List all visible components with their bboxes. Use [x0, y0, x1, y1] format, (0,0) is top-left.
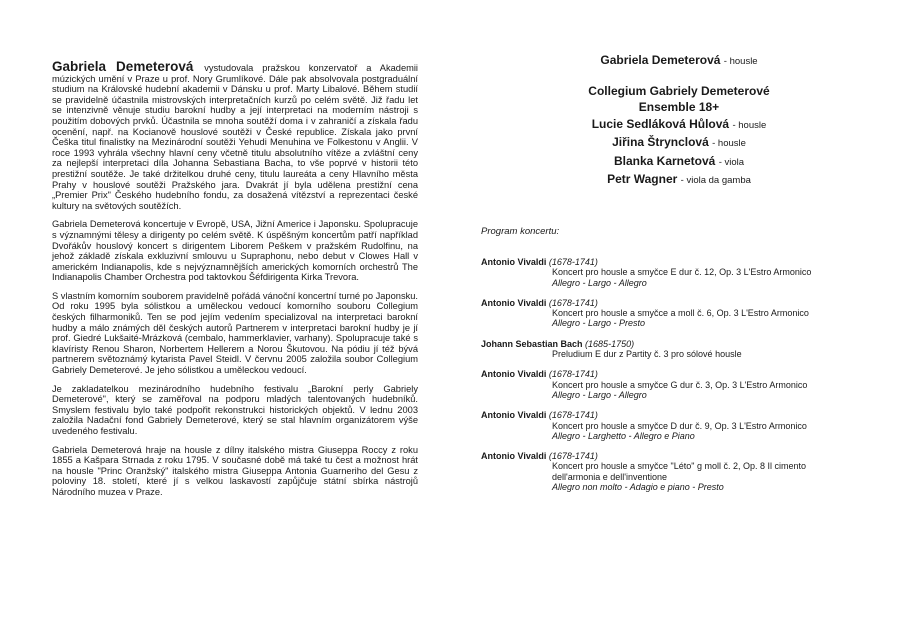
performer-instrument: - housle: [712, 138, 746, 149]
work-title: Koncert pro housle a smyčce D dur č. 9, Op. 3 L'Estro Armonico: [552, 420, 807, 431]
biography-column: [52, 59, 418, 506]
work-title: Koncert pro housle a smyčce "Léto" g moll č. 2, Op. 8 Il cimento: [552, 461, 807, 472]
soloist: [486, 52, 872, 71]
bio-paragraph: S vlastním komorním souborem pravidelně pořádá vánoční koncertní turné po Japonsku. Od roku 1995 byla sólistkou a uměleckou vedoucí komorního souboru Collegium českých filharmoniků. Ten se pod jejím vedením specializoval na interpretaci barokní hudby a málo známých děl českých autorů Partnerem v interpretaci barokní hudby je jí prof. Giedré Lukšaité-Mrázková (cembalo, hammerklavier, varhany). Spolupracuje také s klavíristy Renou Sharon, Norbertem Hellerem a Norou Škutovou. Na pódiu jí též bývá partnerem světoznámý kytarista Pavel Steidl. V červnu 2005 založila soubor Collegium Gabriely Demeterové. Je jeho sólistkou a uměleckou vedoucí.: [52, 290, 418, 376]
work-tempo: Allegro - Larghetto - Allegro e Piano: [552, 430, 695, 441]
program-heading: Program koncertu:: [481, 226, 560, 237]
ensemble-subtitle: Ensemble 18+: [638, 100, 720, 114]
program-item: [481, 257, 876, 288]
bio-paragraph: [52, 59, 418, 211]
program-item: [481, 339, 876, 360]
composer: Antonio Vivaldi: [481, 297, 547, 308]
work-tempo: Allegro - Largo - Presto: [552, 318, 646, 329]
performer-name: Gabriela Demeterová: [600, 53, 721, 67]
composer-years: (1678-1741): [548, 369, 598, 380]
work-title: Koncert pro housle a smyčce E dur č. 12, Op. 3 L'Estro Armonico: [552, 267, 812, 278]
performer-instrument: - viola: [718, 156, 745, 168]
composer-years: (1678-1741): [548, 451, 598, 462]
member: [486, 153, 872, 172]
program-list: [481, 257, 876, 502]
work-title: Koncert pro housle a smyčce a moll č. 6, Op. 3 L'Estro Armonico: [552, 308, 809, 319]
performer-instrument: - viola da gamba: [680, 175, 751, 186]
work-tempo: Allegro - Largo - Allegro: [552, 277, 647, 288]
ensemble-name: Collegium Gabriely Demeterové: [588, 83, 770, 98]
performer-instrument: - housle: [723, 56, 758, 67]
work-tempo: Allegro - Largo - Allegro: [552, 389, 647, 400]
composer: Antonio Vivaldi: [481, 369, 547, 380]
composer-years: (1678-1741): [548, 297, 598, 308]
work-tempo: Allegro non molto - Adagio e piano - Presto: [552, 482, 724, 493]
composer: Antonio Vivaldi: [481, 451, 547, 462]
performer-name: Petr Wagner: [607, 172, 678, 186]
performer-name: Blanka Karnetová: [613, 153, 716, 168]
bio-paragraph: Je zakladatelkou mezinárodního hudebního festivalu „Barokní perly Gabriely Demeterové", který se zaměřoval na podporu mladých talentovaných hudebníků. Smyslem festivalu bylo také podpořit rekonstrukci historických objektů. V lednu 2003 založila Nadační fond Gabriely Demeterové, který se stal hlavním organizátorem výše uvedeného festivalu.: [52, 383, 418, 436]
work-title: Koncert pro housle a smyčce G dur č. 3, Op. 3 L'Estro Armonico: [552, 379, 808, 390]
composer: Antonio Vivaldi: [481, 257, 547, 267]
composer: Antonio Vivaldi: [481, 410, 547, 421]
performer-name: Lucie Sedláková Hůlová: [591, 116, 730, 131]
member: [486, 134, 872, 153]
bio-paragraph: Gabriela Demeterová hraje na housle z dílny italského mistra Giuseppa Roccy z roku 1855 a Kašpara Strnada z roku 1795. V současné době má také tu čest a možnost hrát na housle "Princ Oranžský" italského mistra Giuseppa Antonia Guarneriho del Gesu z poloviny 18. století, které jí s velkou laskavostí zapůjčuje státní sbírka nástrojů Národního muzea v Praze.: [52, 444, 418, 497]
performer-name: Jiřina Štrynclová: [612, 135, 709, 149]
composer-years: (1678-1741): [548, 257, 598, 267]
work-title: Preludium E dur z Partity č. 3 pro sólové housle: [552, 349, 742, 360]
composer-years: (1678-1741): [548, 410, 598, 421]
member: [486, 171, 872, 190]
program-item: [481, 369, 876, 400]
bio-paragraph: Gabriela Demeterová koncertuje v Evropě, USA, Jižní Americe i Japonsku. Spolupracuje s významnými tělesy a dirigenty po celém světě. K úspěšným koncertům patří například Dvořákův houslový koncert s dirigentem Liborem Peškem v pražském Rudolfinu, na jehož základě získala exkluzivní smlouvu u Supraphonu, nebo debut v Clowes Hall v americkém Indianapolis, kde s nejvýznamnějších amerických komorních orchestrů The Indianapolis Chamber Orchestra pod taktovkou Šéfdirigenta Kirka Trevora.: [52, 219, 418, 283]
member: [486, 116, 872, 135]
performers-block: [486, 52, 872, 190]
bio-text: vystudovala pražskou konzervatoř a Akademii múzických umění v Praze u prof. Nory Grumlíkové. Dále pak absolvovala postgraduální studium na Královské hudební akademii v Dánsku u prof. Marty Libalové. Během studií se pravidelně účastnila mistrovských interpretačních kurzů po celém světě. Již řadu let se intenzivně věnuje studiu barokní hudby a její interpretaci na moderním nástroji s použitím dobových prvků. Účastnila se mnoha soutěží doma i v zahraničí a získala řadu ocenění, např. na Kocianově houslové soutěži v České republice. Získala jako první Češka titul finalistky na Mezinárodní soutěži Yehudi Menuhina ve Folkestonu v Anglii. V roce 1993 vyhrála všechny hlavní ceny včetně titulu absolutního vítěze a zvláštní ceny za nejlepší interpretaci díla Johanna Sebastiana Bacha, to vše poprvé v historii této prestižní soutěže. Je také držitelkou druhé ceny, titulu laureáta a ceny Hlavního města Prahy v houslové soutěži Pražského jara. Dvakrát jí byla udělena prestižní cena „Premier Prix" Českého hudebního fondu, za dosažená vítězství a reprezentaci české kultury na světových soutěžích.: [52, 63, 418, 211]
program-column: [472, 52, 872, 493]
program-item: [481, 451, 876, 492]
program-item: [481, 410, 876, 441]
composer: Johann Sebastian Bach: [481, 338, 583, 349]
program-item: [481, 298, 876, 329]
performer-instrument: - housle: [732, 119, 767, 131]
work-title-continued: dell'armonia e dell'inventione: [552, 471, 668, 482]
composer-years: (1685-1750): [585, 338, 635, 349]
bio-name: Gabriela Demeterová: [52, 59, 194, 74]
